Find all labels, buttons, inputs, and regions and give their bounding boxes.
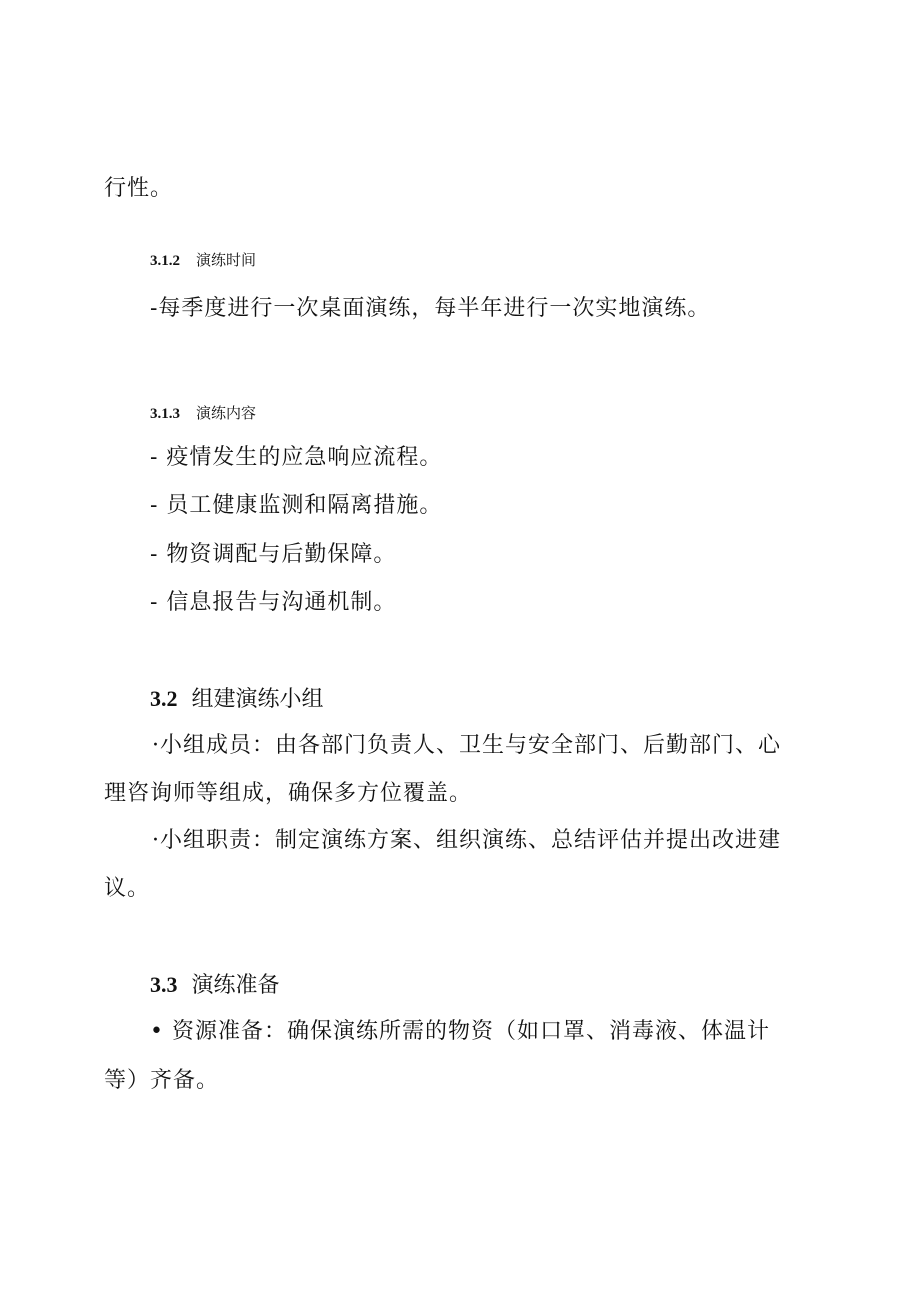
heading-3-2 [150, 684, 324, 715]
heading-number: 3.3 [150, 972, 178, 997]
drill-time-text: -每季度进行一次桌面演练，每半年进行一次实地演练。 [150, 296, 711, 321]
intro-continuation: 行性。 [104, 176, 174, 201]
heading-title: 组建演练小组 [191, 687, 324, 712]
heading-title: 演练内容 [196, 404, 257, 422]
group-duties-line-2: 议。 [104, 876, 151, 901]
heading-title: 演练准备 [191, 973, 280, 998]
resource-prep-line-2: 等）齐备。 [104, 1068, 220, 1093]
heading-3-1-2 [150, 249, 256, 272]
list-item: - 员工健康监测和隔离措施。 [150, 493, 443, 518]
group-members-line-1: ·小组成员：由各部门负责人、卫生与安全部门、后勤部门、心 [152, 733, 781, 758]
heading-3-3 [150, 970, 280, 1001]
heading-number: 3.2 [150, 686, 178, 711]
group-members-line-2: 理咨询师等组成，确保多方位覆盖。 [104, 781, 473, 806]
heading-title: 演练时间 [196, 251, 257, 269]
heading-number: 3.1.3 [150, 406, 180, 422]
resource-prep-line-1: • 资源准备：确保演练所需的物资（如口罩、消毒液、体温计 [150, 1019, 770, 1044]
list-item: - 信息报告与沟通机制。 [150, 590, 397, 615]
heading-3-1-3 [150, 402, 256, 425]
list-item: - 疫情发生的应急响应流程。 [150, 445, 443, 470]
group-duties-line-1: ·小组职责：制定演练方案、组织演练、总结评估并提出改进建 [152, 828, 781, 853]
heading-number: 3.1.2 [150, 253, 180, 269]
list-item: - 物资调配与后勤保障。 [150, 542, 397, 567]
